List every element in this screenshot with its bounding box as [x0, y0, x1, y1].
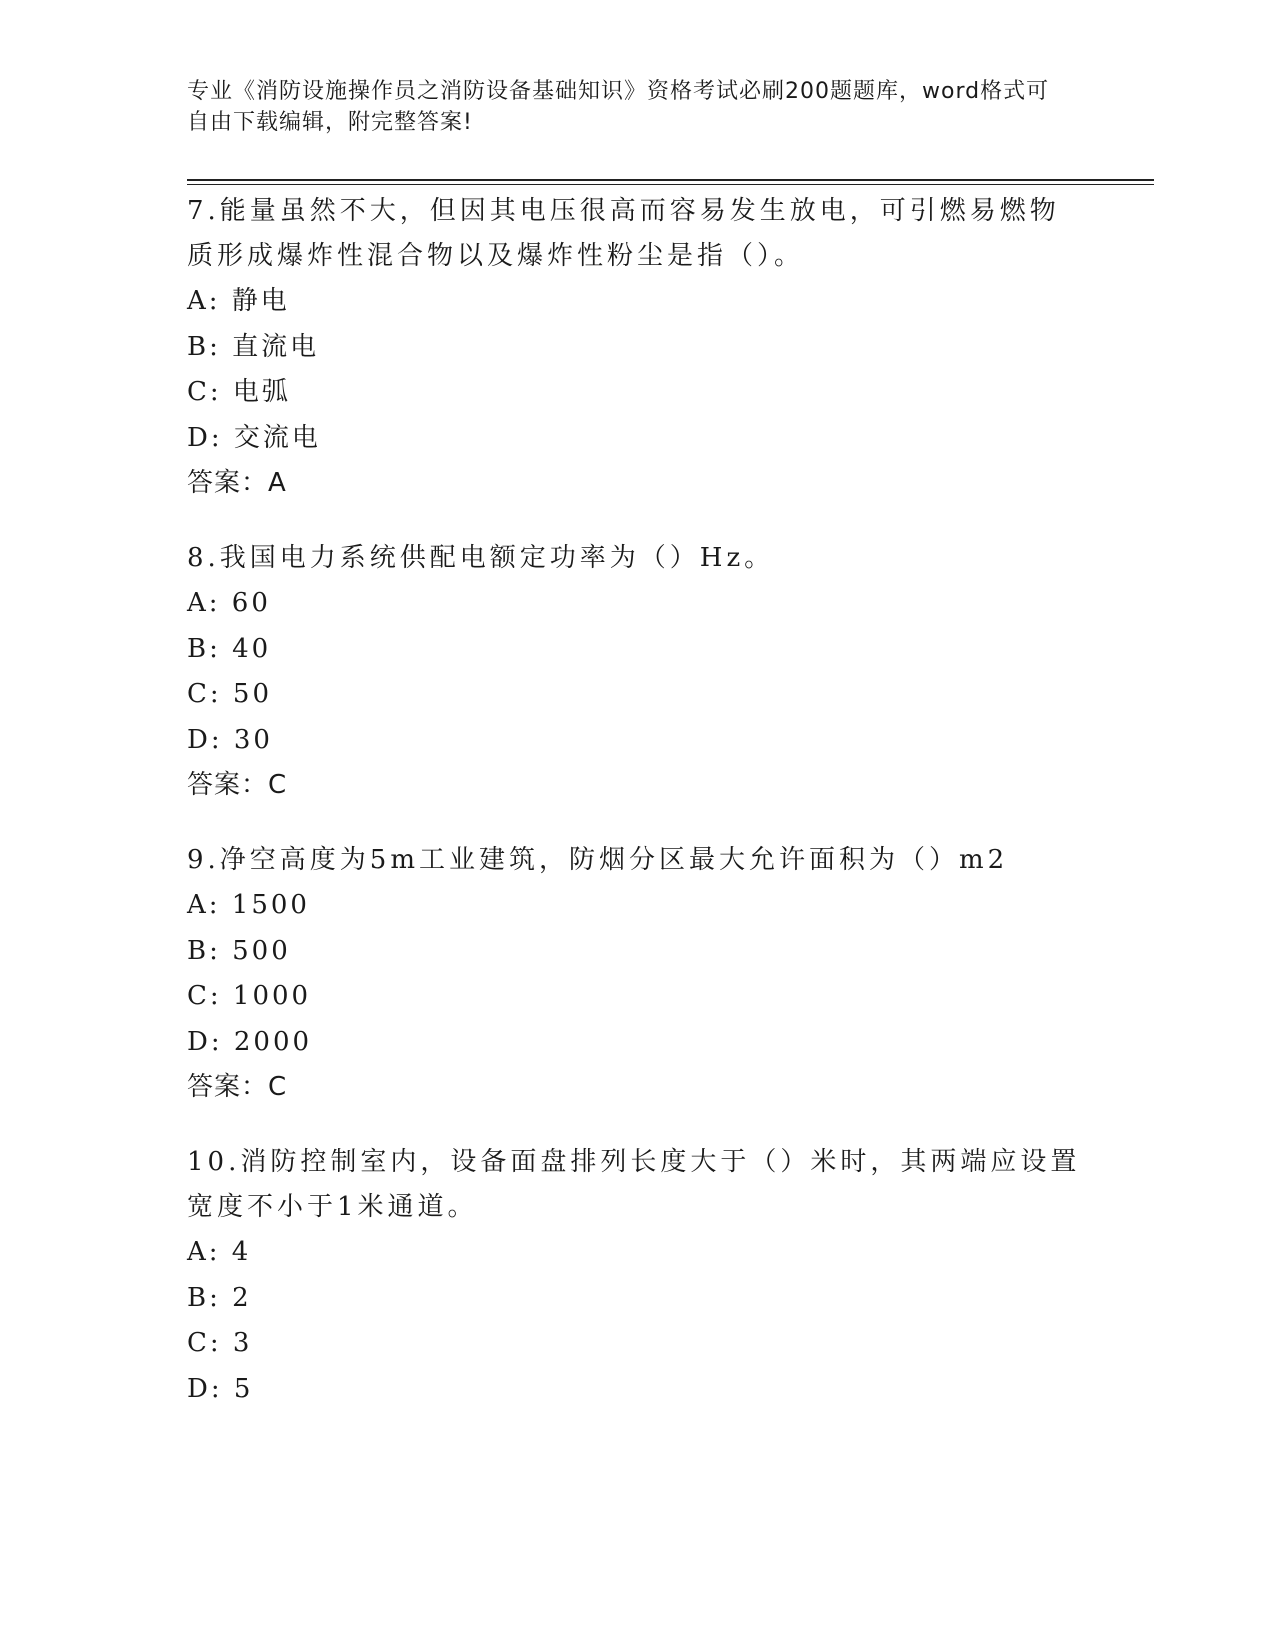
option-c: C: 1000 — [187, 981, 312, 1011]
option-b: B: 2 — [187, 1282, 252, 1313]
option-d: D: 交流电 — [187, 422, 321, 453]
question-list — [187, 189, 1087, 1442]
option-c: C: 50 — [187, 679, 273, 709]
question-stem: 8.我国电力系统供配电额定功率为（）Hz。 — [187, 543, 775, 573]
option-c: C: 电弧 — [187, 377, 291, 407]
option-d: D: 5 — [187, 1373, 254, 1404]
question-9 — [187, 838, 1087, 1110]
option-d: D: 30 — [187, 724, 273, 755]
document-header: 专业《消防设施操作员之消防设备基础知识》资格考试必刷200题题库，word格式可自由下载编辑，附完整答案! — [187, 79, 1050, 135]
question-stem: 10.消防控制室内，设备面盘排列长度大于（）米时，其两端应设置宽度不小于1米通道。 — [187, 1147, 1081, 1222]
answer-line: 答案：C — [187, 770, 288, 800]
option-a: A: 1500 — [187, 890, 310, 920]
header-divider-thick — [187, 179, 1154, 181]
option-d: D: 2000 — [187, 1026, 313, 1057]
option-b: B: 40 — [187, 633, 272, 664]
option-a: A: 60 — [187, 588, 271, 618]
question-stem: 7.能量虽然不大，但因其电压很高而容易发生放电，可引燃易燃物质形成爆炸性混合物以及爆炸性粉尘是指（）。 — [187, 196, 1060, 271]
question-7 — [187, 189, 1087, 506]
option-b: B: 500 — [187, 935, 291, 966]
header-divider-thin — [187, 184, 1154, 185]
option-a: A: 4 — [187, 1237, 252, 1267]
question-8 — [187, 536, 1087, 808]
answer-line: 答案：A — [187, 468, 287, 498]
option-c: C: 3 — [187, 1328, 253, 1358]
option-b: B: 直流电 — [187, 331, 320, 362]
question-stem: 9.净空高度为5m工业建筑，防烟分区最大允许面积为（）m2 — [187, 845, 1009, 875]
option-a: A: 静电 — [187, 286, 290, 316]
answer-line: 答案：C — [187, 1072, 288, 1102]
question-10 — [187, 1140, 1087, 1412]
